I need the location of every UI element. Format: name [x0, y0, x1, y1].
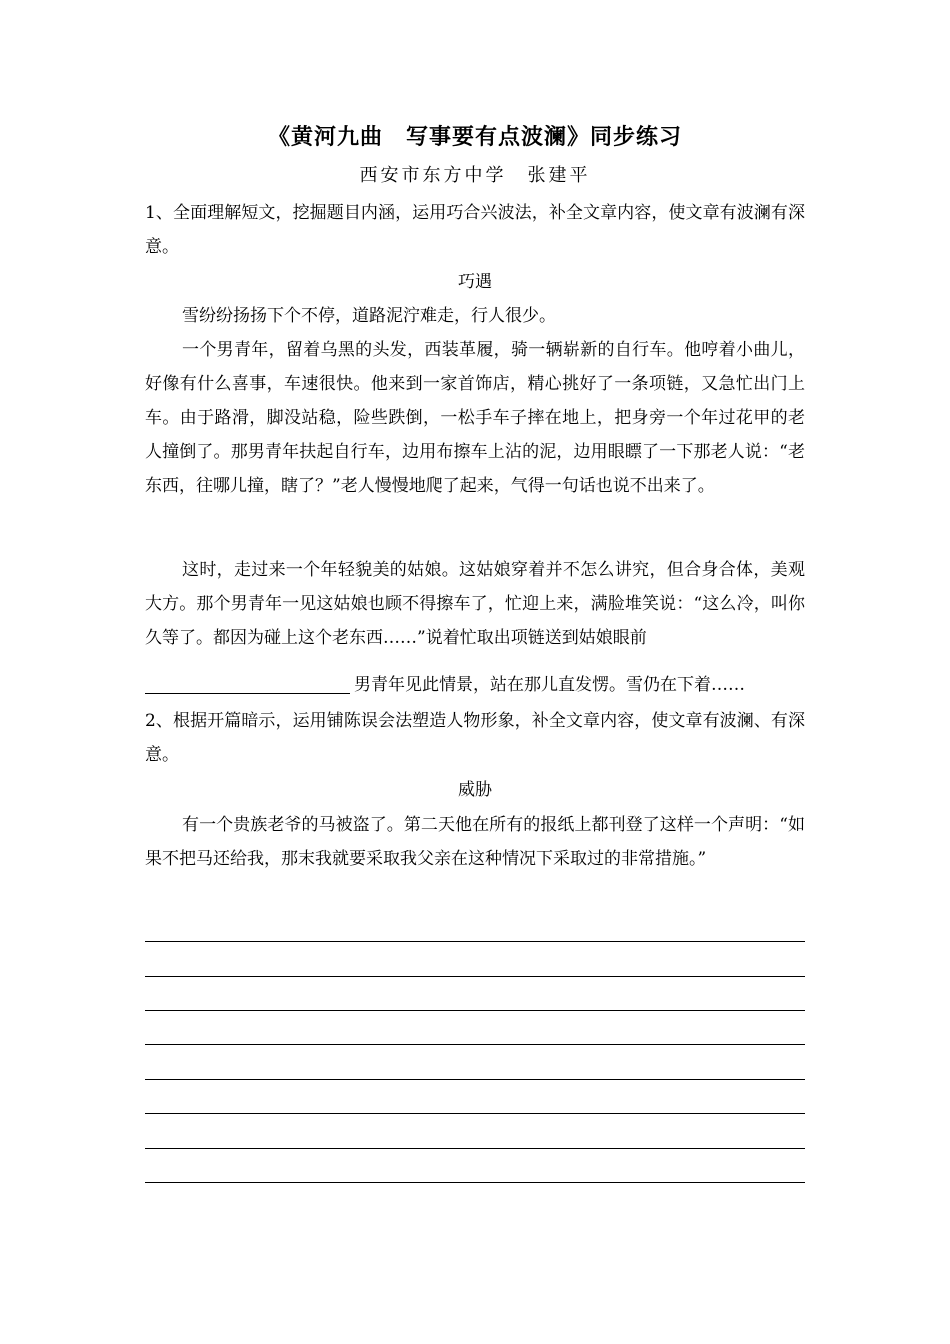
question-1-ending: 男青年见此情景，站在那儿直发愣。雪仍在下着……: [354, 675, 745, 695]
question-1-fill-in-line: [145, 668, 805, 702]
answer-writing-line[interactable]: [145, 1079, 805, 1080]
question-2-prompt: 2、根据开篇暗示，运用铺陈误会法塑造人物形象，补全文章内容，使文章有波澜、有深意。: [145, 711, 805, 765]
answer-writing-line[interactable]: [145, 1113, 805, 1114]
answer-writing-line[interactable]: [145, 976, 805, 977]
document-author: 西安市东方中学 张建平: [359, 165, 591, 186]
answer-writing-line[interactable]: [145, 1044, 805, 1045]
question-2-paragraph-1: 有一个贵族老爷的马被盗了。第二天他在所有的报纸上都刊登了这样一个声明：“如果不把马还给我，那末我就要采取我父亲在这种情况下采取过的非常措施。”: [145, 815, 805, 869]
answer-writing-line[interactable]: [145, 1010, 805, 1011]
question-1-prompt: 1、全面理解短文，挖掘题目内涵，运用巧合兴波法，补全文章内容，使文章有波澜有深意。: [145, 203, 805, 257]
question-1-paragraph-2: 一个男青年，留着乌黑的头发，西装革履，骑一辆崭新的自行车。他哼着小曲儿，好像有什么喜事，车速很快。他来到一家首饰店，精心挑好了一条项链，又急忙出门上车。由于路滑，脚没站稳，险些跌倒，一松手车子摔在地上，把身旁一个年过花甲的老人撞倒了。那男青年扶起自行车，边用布擦车上沾的泥，边用眼瞟了一下那老人说：“老东西，往哪儿撞，瞎了？”老人慢慢地爬了起来，气得一句话也说不出来了。: [145, 340, 805, 496]
answer-writing-line[interactable]: [145, 941, 805, 942]
answer-writing-line[interactable]: [145, 1148, 805, 1149]
document-title: 《黄河九曲 写事要有点波澜》同步练习: [267, 124, 682, 150]
question-1-paragraph-1: 雪纷纷扬扬下个不停，道路泥泞难走，行人很少。: [182, 306, 556, 326]
question-1-story-title: 巧遇: [458, 272, 492, 292]
answer-writing-line[interactable]: [145, 1182, 805, 1183]
answer-blank[interactable]: [145, 673, 350, 694]
question-1-paragraph-3: 这时，走过来一个年轻貌美的姑娘。这姑娘穿着并不怎么讲究，但合身合体，美观大方。那个男青年一见这姑娘也顾不得擦车了，忙迎上来，满脸堆笑说：“这么冷，叫你久等了。都因为碰上这个老东西……”说着忙取出项链送到姑娘眼前: [145, 560, 805, 648]
question-2-story-title: 威胁: [458, 780, 492, 800]
